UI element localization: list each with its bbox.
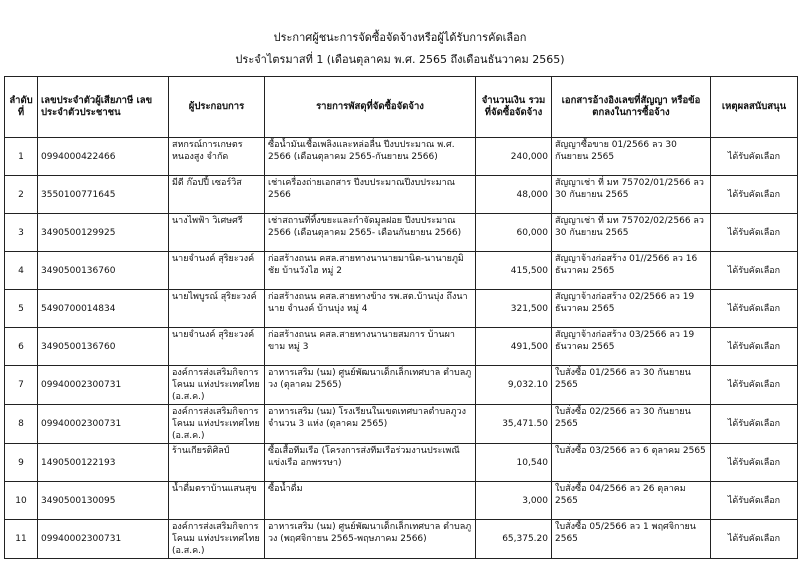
tax-id-cell: 1490500122193 (38, 444, 169, 482)
row-number: 1 (5, 138, 38, 176)
vendor-cell: น้ำดื่มตราบ้านแสนสุข (169, 482, 265, 520)
header-amount: จำนวนเงิน รวมที่จัดซื้อจัดจ้าง (476, 77, 552, 138)
vendor-cell: สหกรณ์การเกษตรหนองสูง จำกัด (169, 138, 265, 176)
row-number: 2 (5, 176, 38, 214)
table-row (5, 366, 798, 405)
table-header-row (5, 77, 798, 138)
item-cell: ซื้อน้ำดื่ม (265, 482, 476, 520)
tax-id-cell: 09940002300731 (38, 520, 169, 559)
row-number: 9 (5, 444, 38, 482)
tax-id-cell: 09940002300731 (38, 366, 169, 405)
reason-cell: ได้รับคัดเลือก (711, 520, 798, 559)
reason-cell: ได้รับคัดเลือก (711, 444, 798, 482)
vendor-cell: นายไพบูรณ์ สุริยะวงค์ (169, 290, 265, 328)
amount-cell: 60,000 (476, 214, 552, 252)
reason-cell: ได้รับคัดเลือก (711, 366, 798, 405)
header-no: ลำดับที่ (5, 77, 38, 138)
reason-cell: ได้รับคัดเลือก (711, 214, 798, 252)
vendor-cell: ร้านเกียรติศิลป์ (169, 444, 265, 482)
item-cell: อาหารเสริม (นม) โรงเรียนในเขตเทศบาลตำบลภูวง จำนวน 3 แห่ง (ตุลาคม 2565) (265, 405, 476, 444)
table-row (5, 176, 798, 214)
document-ref-cell: สัญญาซื้อขาย 01/2566 ลว 30 กันยายน 2565 (552, 138, 711, 176)
amount-cell: 9,032.10 (476, 366, 552, 405)
vendor-cell: นางไพฟ้า วิเศษศรี (169, 214, 265, 252)
vendor-cell: นายจำนงค์ สุริยะวงค์ (169, 252, 265, 290)
table-row (5, 214, 798, 252)
item-cell: ก่อสร้างถนน คสล.สายทางนานายมานิต-นานายภูมิชัย บ้านวังไฮ หมู่ 2 (265, 252, 476, 290)
item-cell: ก่อสร้างถนน คสล.สายทางข้าง รพ.สต.บ้านบุ่ง ถึงนานาย จำนงค์ บ้านบุ่ง หมู่ 4 (265, 290, 476, 328)
table-body (5, 138, 798, 559)
tax-id-cell: 5490700014834 (38, 290, 169, 328)
amount-cell: 35,471.50 (476, 405, 552, 444)
tax-id-cell: 3490500136760 (38, 328, 169, 366)
reason-cell: ได้รับคัดเลือก (711, 405, 798, 444)
vendor-cell: มีดี ก๊อปปี้ เซอร์วิส (169, 176, 265, 214)
tax-id-cell: 3550100771645 (38, 176, 169, 214)
header-taxid: เลขประจำตัวผู้เสียภาษี เลขประจำตัวประชาชน (38, 77, 169, 138)
amount-cell: 415,500 (476, 252, 552, 290)
document-ref-cell: สัญญาจ้างก่อสร้าง 03/2566 ลว 19 ธันวาคม 2565 (552, 328, 711, 366)
row-number: 11 (5, 520, 38, 559)
amount-cell: 48,000 (476, 176, 552, 214)
item-cell: เช่าเครื่องถ่ายเอกสาร ปีงบประมาณปีงบประมาณ 2566 (265, 176, 476, 214)
row-number: 10 (5, 482, 38, 520)
vendor-cell: องค์การส่งเสริมกิจการโคนม แห่งประเทศไทย (อ.ส.ค.) (169, 520, 265, 559)
procurement-table (4, 76, 798, 559)
row-number: 5 (5, 290, 38, 328)
page-title: ประกาศผู้ชนะการจัดซื้อจัดจ้างหรือผู้ได้รับการคัดเลือก (273, 31, 527, 44)
table-row (5, 290, 798, 328)
row-number: 8 (5, 405, 38, 444)
tax-id-cell: 0994000422466 (38, 138, 169, 176)
amount-cell: 10,540 (476, 444, 552, 482)
amount-cell: 240,000 (476, 138, 552, 176)
amount-cell: 65,375.20 (476, 520, 552, 559)
page-subtitle: ประจำไตรมาสที่ 1 (เดือนตุลาคม พ.ศ. 2565 ถึงเดือนธันวาคม 2565) (235, 53, 565, 66)
header-item: รายการพัสดุที่จัดซื้อจัดจ้าง (265, 77, 476, 138)
reason-cell: ได้รับคัดเลือก (711, 138, 798, 176)
document-ref-cell: ใบสั่งซื้อ 05/2566 ลว 1 พฤศจิกายน 2565 (552, 520, 711, 559)
row-number: 7 (5, 366, 38, 405)
document-ref-cell: ใบสั่งซื้อ 02/2566 ลว 30 กันยายน 2565 (552, 405, 711, 444)
header-reason: เหตุผลสนับสนุน (711, 77, 798, 138)
document-ref-cell: สัญญาจ้างก่อสร้าง 02/2566 ลว 19 ธันวาคม 2565 (552, 290, 711, 328)
row-number: 4 (5, 252, 38, 290)
document-ref-cell: สัญญาจ้างก่อสร้าง 01//2566 ลว 16 ธันวาคม 2565 (552, 252, 711, 290)
table-row (5, 482, 798, 520)
header-vendor: ผู้ประกอบการ (169, 77, 265, 138)
reason-cell: ได้รับคัดเลือก (711, 482, 798, 520)
vendor-cell: องค์การส่งเสริมกิจการโคนม แห่งประเทศไทย (อ.ส.ค.) (169, 366, 265, 405)
table-row (5, 138, 798, 176)
item-cell: อาหารเสริม (นม) ศูนย์พัฒนาเด็กเล็กเทศบาล ตำบลภูวง (พฤศจิกายน 2565-พฤษภาคม 2566) (265, 520, 476, 559)
row-number: 6 (5, 328, 38, 366)
document-ref-cell: ใบสั่งซื้อ 04/2566 ลว 26 ตุลาคม 2565 (552, 482, 711, 520)
vendor-cell: องค์การส่งเสริมกิจการโคนม แห่งประเทศไทย (อ.ส.ค.) (169, 405, 265, 444)
tax-id-cell: 3490500130095 (38, 482, 169, 520)
item-cell: เช่าสถานที่ทิ้งขยะและกำจัดมูลฝอย ปีงบประมาณ 2566 (เดือนตุลาคม 2565- เดือนกันยายน 2566) (265, 214, 476, 252)
table-row (5, 252, 798, 290)
table-row (5, 328, 798, 366)
tax-id-cell: 09940002300731 (38, 405, 169, 444)
tax-id-cell: 3490500129925 (38, 214, 169, 252)
table-row (5, 405, 798, 444)
reason-cell: ได้รับคัดเลือก (711, 176, 798, 214)
row-number: 3 (5, 214, 38, 252)
header-doc: เอกสารอ้างอิงเลขที่สัญญา หรือข้อตกลงในการซื้อจ้าง (552, 77, 711, 138)
document-ref-cell: ใบสั่งซื้อ 01/2566 ลว 30 กันยายน 2565 (552, 366, 711, 405)
vendor-cell: นายจำนงค์ สุริยะวงค์ (169, 328, 265, 366)
table-row (5, 444, 798, 482)
table-row (5, 520, 798, 559)
tax-id-cell: 3490500136760 (38, 252, 169, 290)
document-ref-cell: สัญญาเช่า ที่ มท 75702/01/2566 ลว 30 กันยายน 2565 (552, 176, 711, 214)
reason-cell: ได้รับคัดเลือก (711, 290, 798, 328)
document-ref-cell: ใบสั่งซื้อ 03/2566 ลว 6 ตุลาคม 2565 (552, 444, 711, 482)
item-cell: ก่อสร้างถนน คสล.สายทางนานายสมการ บ้านผาขาม หมู่ 3 (265, 328, 476, 366)
amount-cell: 491,500 (476, 328, 552, 366)
item-cell: ซื้อเสื้อทีมเรือ (โครงการส่งทีมเรือร่วมงานประเพณีแข่งเรือ อกพรรษา) (265, 444, 476, 482)
amount-cell: 3,000 (476, 482, 552, 520)
amount-cell: 321,500 (476, 290, 552, 328)
item-cell: อาหารเสริม (นม) ศูนย์พัฒนาเด็กเล็กเทศบาล ตำบลภูวง (ตุลาคม 2565) (265, 366, 476, 405)
document-ref-cell: สัญญาเช่า ที่ มท 75702/02/2566 ลว 30 กันยายน 2565 (552, 214, 711, 252)
item-cell: ซื้อน้ำมันเชื้อเพลิงและหล่อลื่น ปีงบประมาณ พ.ศ. 2566 (เดือนตุลาคม 2565-กันยายน 2566) (265, 138, 476, 176)
reason-cell: ได้รับคัดเลือก (711, 252, 798, 290)
reason-cell: ได้รับคัดเลือก (711, 328, 798, 366)
